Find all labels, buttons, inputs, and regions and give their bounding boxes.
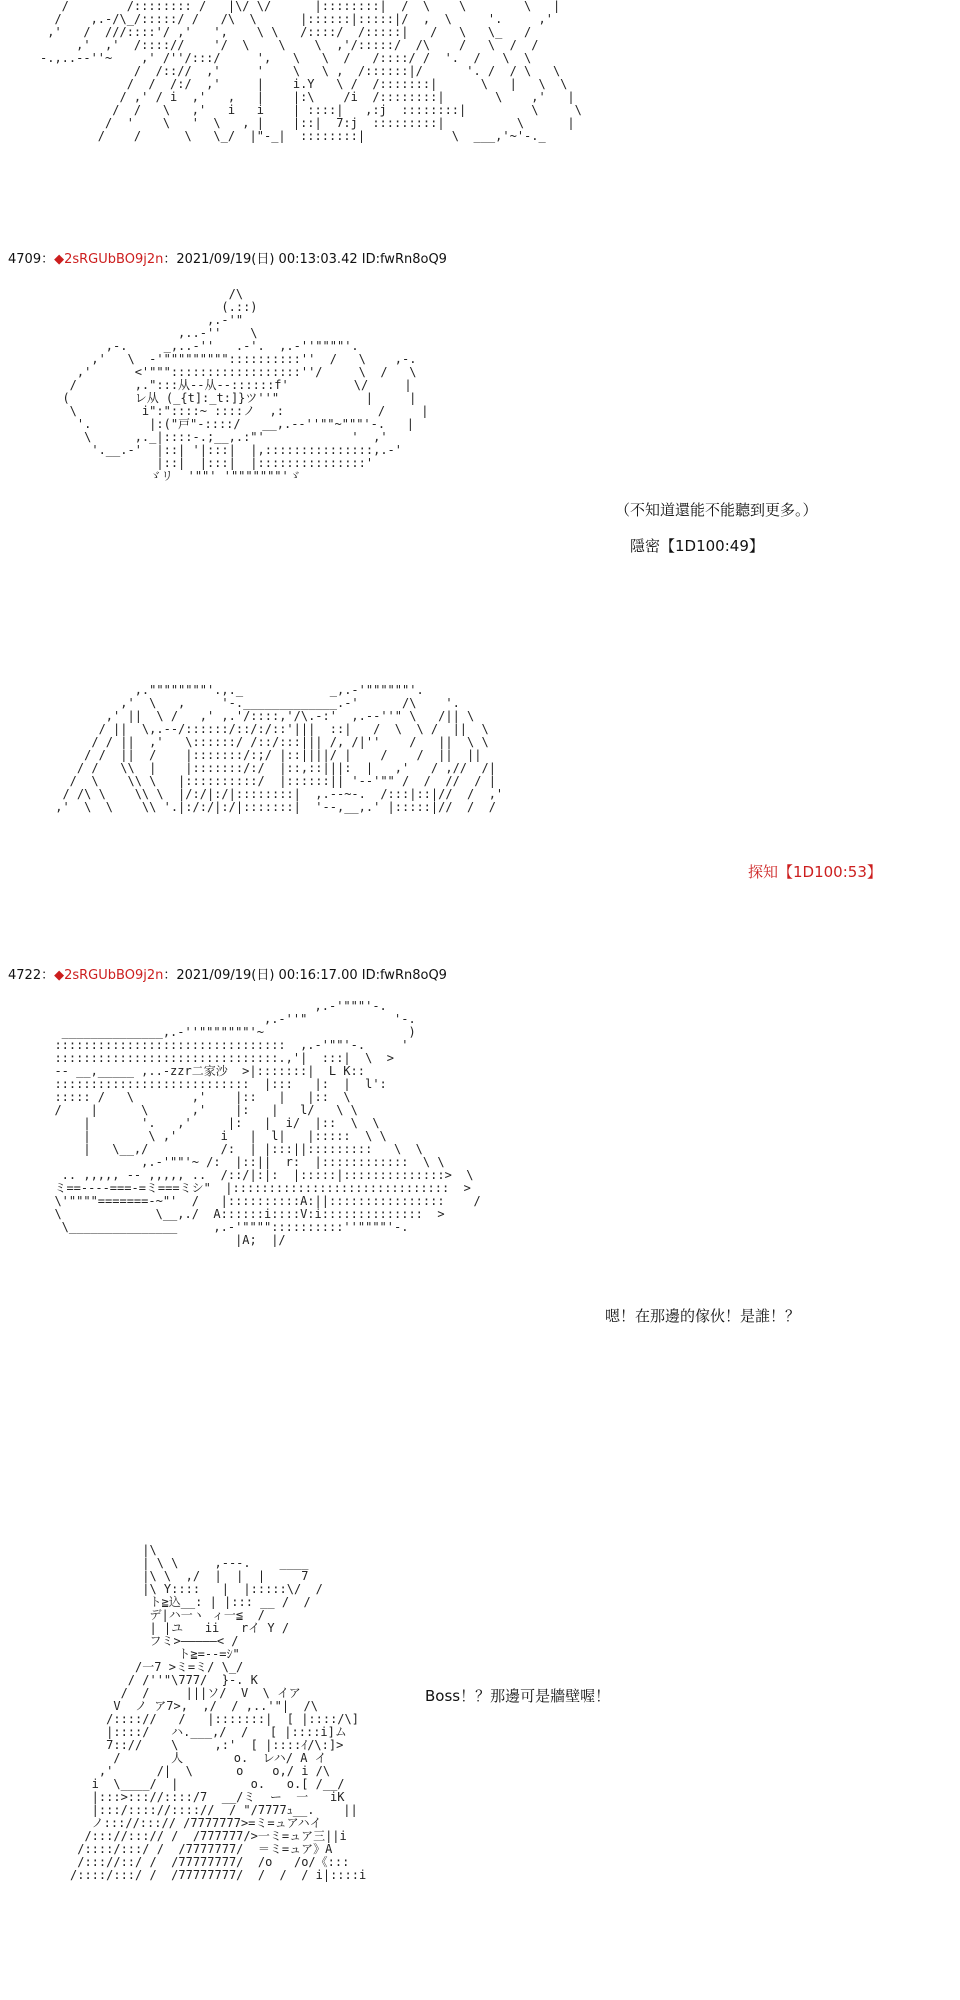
detect-roll-caption: 探知【1D100:53】 <box>748 863 882 881</box>
post-number: 4722 <box>8 968 42 983</box>
aa-art-sea-lookout: ,.-'"""'-. ,.-''" '-. ______________,.-''"""""""'~ ) :::::::::::::::::::::::::::::::: ,.-'""'-. ' :::::::::::::::::::::::::::::::.,'| :::| \ > -- __,_____ ,..-zzr二家沙 >|:::::::| L K:: ::::::::::::::::::::::::::: |::: |: | l': ::::: / \ ,' |:: | |:: \ / | \ ,' |: | l/ \ \ | '. ,' |: | i/ |:: \ \ | \ ,' i | l| |::::: \ \ | \__,/ /: | |:::||::::::::: \ \ ,.-'""'~ /: |::|| r: |:::::::::::: \ \ .. ,,,,, -- ,,,,, .. /::/|:|: |:::::|::::::::::::::> \ ミ==----===-=ミ===ミシ" |:::::::::::::::::::::::::::::: > \'""""=======-~"' / |::::::::::A:||:::::::::::::::: / \ \__,./ A::::::i::::V:i:::::::::::::: > \_______________ ,.-'""""::::::::::''""""'-. |A; |/ <box>54 999 481 1247</box>
poster-trip: ◆2sRGUbBO9j2n <box>54 968 164 983</box>
post-header-4709 <box>8 252 447 268</box>
post-separator: ： <box>41 968 55 983</box>
post-number: 4709 <box>8 252 42 267</box>
who-there-caption: 嗯！在那邊的傢伙！是誰！？ <box>605 1307 801 1325</box>
inner-thought-caption: （不知道還能不能聽到更多。） <box>615 501 818 519</box>
aa-art-sleeping-character: /\ (.::) ,.-'" ,..-'' \ ,-. _,..-'' .-'. ,.-''""""'. ,' \ -'"""""""""::::::::::'' / \ ,-. ,' <'"""::::::::::::::::::''/ \ / \ / ,.":::从--从--::::::f' \/ | ( レ从 (_{t]:_t:]}ツ''" | | \ i":"::::~ ::::ノ ,: / | '. |:("戸"-::::/ __,.--''""~"""'-. | \ ,._|::::-.;__,.:"' ' ,' '.__.-' |::| '|:::| |,:::::::::::::::,.-' |::| |:::| |:::::::::::::::' ゞリ '""' '"""""""'ゞ <box>62 287 429 483</box>
poster-trip: ◆2sRGUbBO9j2n <box>54 252 164 267</box>
post-header-4722 <box>8 968 447 984</box>
post-separator: ： <box>41 252 55 267</box>
aa-art-boss-character: |\ | \ \ ,---. ____ |\ \ ,/ | | | 7 |\ Y:::: | |:::::\/ / ト≧込__: | |::: __ / / デ|ハ一ヽ ィ一≦ / | |ユ ii rイ Y / フミ>―――――< / ト≧=--=ｼ" /一7 >ミ=ミ/ \_/ / /''"\777/ }-. K / / |||ソ/ V \ イア V ノ ア7>, ,/ / ,..'"| /\ /::::// / |:::::::| [ |::::/\] |::::/ ハ.___,/ / [ |::::i]ム 7::// \ ,:' [ |::::ｲ/\:]> / 人 o. レハ/ A イ ,' /| \ o o,/ i /\ i \____/ | o. o.[ /__/ |:::>::://::::/7 __/ミ ー 一 iK |:::/:::://::::// / "/7777ｭ__. || ノ::://:::// /7777777>=ミ=ュアハイ /::://:::// / /777777/>一ミ=ュア三||i /::::/:::/ / /7777777/ ＝ミ=ュア》A /::://::/ / /77777777/ /o /o/《::: /::::/:::/ / /77777777/ / / / i|::::i <box>70 1543 367 1882</box>
aa-art-top: / /:::::::: / |\/ \/ |::::::::| / \ \ \ | / ,.-/\_/:::::/ / /\ \ |::::::|:::::|/ , \ '. ,' ,' / ///::::'/ ,' ', \ \ /::::/ /:::::| / \ \_ / ,' ,' /::::// '/ \ \ \ ,'/:::::/ /\ / \ / / -.,..--''~ ,' /''/:::/ ', \ \ / /::::/ / '. / \ \ / /::// ,' ' \ \ , /::::::|/ '. / / \ \ / / /:/ ,' | i.Y \ / /:::::::| \ | \ \ / ,' / i ,' , | |:\ /i /::::::::| \ ,' | / / \ ,' i i | ::::| ,:j ::::::::| \ \ / ' \ ' \ , | |::| 7:j :::::::::| \ | / / \ \_/ |"-_| ::::::::| \ ___,'~'-._ <box>40 0 582 143</box>
boss-line-caption: Boss！？那邊可是牆壁喔！ <box>425 1687 611 1705</box>
aa-art-ship-scene: ,.""""""""'.,._ _,.-'""""""'. ,' \ , '-._____________.-' /\ '. ,' || \ / ,' ,.'/::::,'/\.-:' ,.--''" \ /|| \ / || \,.--/::::::/::/:/::'||| ::| / \ \ / || \ / / || ,' \::::::/ /::/:::||| /, /|'' / || \ \ / / || / |:::::::/:;/ |::||||/ | / / || || / / \\ | |:::::::/:/ |::,::|||: | ,' / ,// /| / \ \\ \ |::::::::::/ |::::::|| '--'"" / / // / | / /\ \ \\ \ |/:/|:/|::::::::| ,.--~-. /:::|::|// / ,' ,' \ \ \\ '.|:/:/|:/|:::::::| '--,__,.' |:::::|// / / <box>55 683 504 814</box>
post-meta: ：2021/09/19(日) 00:16:17.00 ID:fwRn8oQ9 <box>163 968 447 983</box>
stealth-roll-caption: 隱密【1D100:49】 <box>630 537 764 555</box>
post-meta: ：2021/09/19(日) 00:13:03.42 ID:fwRn8oQ9 <box>163 252 447 267</box>
